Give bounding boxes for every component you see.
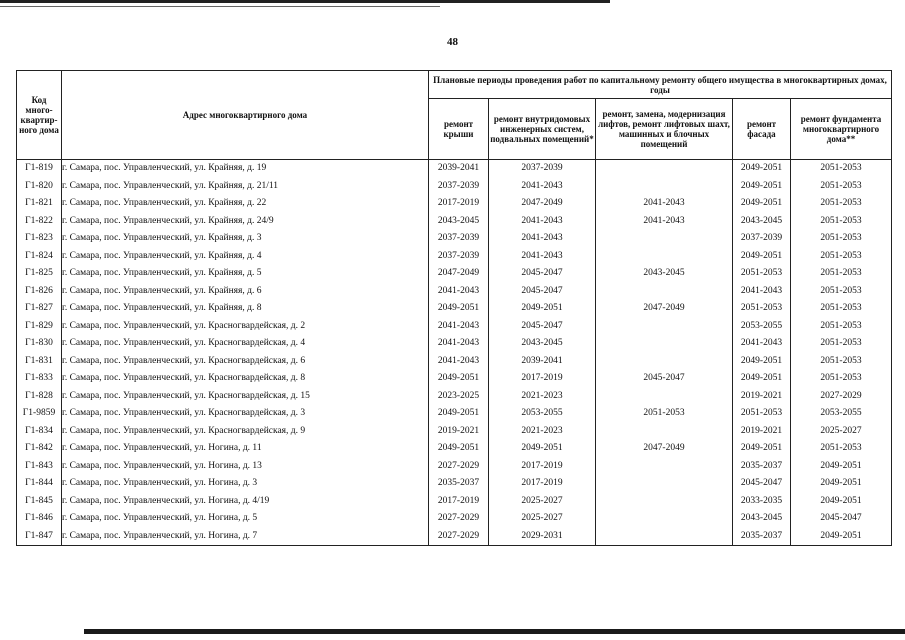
row-elevators: 2043-2045 <box>596 265 733 283</box>
row-facade: 2041-2043 <box>733 283 791 301</box>
row-roof: 2041-2043 <box>429 353 489 371</box>
row-foundation: 2051-2053 <box>791 300 892 318</box>
row-facade: 2043-2045 <box>733 213 791 231</box>
row-systems: 2041-2043 <box>489 248 596 266</box>
row-facade: 2019-2021 <box>733 388 791 406</box>
row-code: Г1-847 <box>17 528 62 546</box>
row-address: г. Самара, пос. Управленческий, ул. Крайняя, д. 24/9 <box>62 213 429 231</box>
row-foundation: 2051-2053 <box>791 160 892 178</box>
row-systems: 2017-2019 <box>489 475 596 493</box>
row-elevators <box>596 283 733 301</box>
scan-top-border <box>0 0 610 3</box>
row-address: г. Самара, пос. Управленческий, ул. Крайняя, д. 8 <box>62 300 429 318</box>
row-elevators <box>596 248 733 266</box>
row-address: г. Самара, пос. Управленческий, ул. Ногина, д. 13 <box>62 458 429 476</box>
row-foundation: 2051-2053 <box>791 440 892 458</box>
row-address: г. Самара, пос. Управленческий, ул. Красногвардейская, д. 9 <box>62 423 429 441</box>
row-systems: 2037-2039 <box>489 160 596 178</box>
row-roof: 2035-2037 <box>429 475 489 493</box>
row-systems: 2029-2031 <box>489 528 596 546</box>
row-code: Г1-829 <box>17 318 62 336</box>
row-foundation: 2051-2053 <box>791 353 892 371</box>
row-systems: 2017-2019 <box>489 370 596 388</box>
table-row <box>17 370 892 388</box>
row-code: Г1-824 <box>17 248 62 266</box>
row-facade: 2049-2051 <box>733 160 791 178</box>
table-row <box>17 405 892 423</box>
row-roof: 2041-2043 <box>429 283 489 301</box>
row-facade: 2041-2043 <box>733 335 791 353</box>
row-elevators: 2047-2049 <box>596 300 733 318</box>
row-code: Г1-844 <box>17 475 62 493</box>
row-facade: 2049-2051 <box>733 248 791 266</box>
row-address: г. Самара, пос. Управленческий, ул. Крайняя, д. 5 <box>62 265 429 283</box>
row-address: г. Самара, пос. Управленческий, ул. Красногвардейская, д. 3 <box>62 405 429 423</box>
header-address: Адрес многоквартирного дома <box>62 71 429 160</box>
row-address: г. Самара, пос. Управленческий, ул. Красногвардейская, д. 2 <box>62 318 429 336</box>
row-systems: 2025-2027 <box>489 510 596 528</box>
row-systems: 2045-2047 <box>489 318 596 336</box>
table-row <box>17 493 892 511</box>
row-foundation: 2027-2029 <box>791 388 892 406</box>
row-roof: 2027-2029 <box>429 458 489 476</box>
header-periods: Плановые периоды проведения работ по капитальному ремонту общего имущества в многоквартирных домах, годы <box>429 71 892 99</box>
row-elevators: 2045-2047 <box>596 370 733 388</box>
row-roof: 2049-2051 <box>429 300 489 318</box>
row-elevators <box>596 178 733 196</box>
row-elevators <box>596 318 733 336</box>
header-code: Код много-квартир-ного дома <box>17 71 62 160</box>
row-facade: 2049-2051 <box>733 370 791 388</box>
row-foundation: 2051-2053 <box>791 178 892 196</box>
row-foundation: 2045-2047 <box>791 510 892 528</box>
row-roof: 2041-2043 <box>429 335 489 353</box>
row-code: Г1-827 <box>17 300 62 318</box>
header-systems: ремонт внутридомовых инженерных систем, подвальных помещений* <box>489 99 596 160</box>
row-facade: 2049-2051 <box>733 353 791 371</box>
table-row <box>17 230 892 248</box>
table-row <box>17 335 892 353</box>
row-foundation: 2053-2055 <box>791 405 892 423</box>
row-foundation: 2051-2053 <box>791 265 892 283</box>
row-address: г. Самара, пос. Управленческий, ул. Ногина, д. 4/19 <box>62 493 429 511</box>
row-elevators: 2041-2043 <box>596 195 733 213</box>
row-roof: 2017-2019 <box>429 493 489 511</box>
row-facade: 2049-2051 <box>733 440 791 458</box>
table-row <box>17 195 892 213</box>
row-roof: 2023-2025 <box>429 388 489 406</box>
row-elevators <box>596 528 733 546</box>
row-code: Г1-826 <box>17 283 62 301</box>
page-number: 48 <box>447 36 458 48</box>
table-row <box>17 318 892 336</box>
table-row <box>17 388 892 406</box>
row-foundation: 2051-2053 <box>791 283 892 301</box>
row-facade: 2051-2053 <box>733 265 791 283</box>
row-facade: 2019-2021 <box>733 423 791 441</box>
row-elevators <box>596 160 733 178</box>
row-facade: 2051-2053 <box>733 405 791 423</box>
row-facade: 2033-2035 <box>733 493 791 511</box>
row-code: Г1-834 <box>17 423 62 441</box>
row-roof: 2041-2043 <box>429 318 489 336</box>
row-foundation: 2049-2051 <box>791 528 892 546</box>
table-row <box>17 475 892 493</box>
row-roof: 2027-2029 <box>429 510 489 528</box>
row-roof: 2047-2049 <box>429 265 489 283</box>
header-elevators: ремонт, замена, модернизация лифтов, ремонт лифтовых шахт, машинных и блочных помещений <box>596 99 733 160</box>
row-systems: 2045-2047 <box>489 283 596 301</box>
row-address: г. Самара, пос. Управленческий, ул. Крайняя, д. 6 <box>62 283 429 301</box>
row-elevators: 2041-2043 <box>596 213 733 231</box>
row-code: Г1-822 <box>17 213 62 231</box>
row-address: г. Самара, пос. Управленческий, ул. Ногина, д. 3 <box>62 475 429 493</box>
row-elevators: 2051-2053 <box>596 405 733 423</box>
row-roof: 2037-2039 <box>429 178 489 196</box>
header-facade: ремонт фасада <box>733 99 791 160</box>
header-foundation: ремонт фундамента многоквартирного дома** <box>791 99 892 160</box>
table-row <box>17 300 892 318</box>
row-systems: 2053-2055 <box>489 405 596 423</box>
row-code: Г1-831 <box>17 353 62 371</box>
row-systems: 2021-2023 <box>489 423 596 441</box>
row-address: г. Самара, пос. Управленческий, ул. Красногвардейская, д. 4 <box>62 335 429 353</box>
row-systems: 2049-2051 <box>489 440 596 458</box>
row-roof: 2039-2041 <box>429 160 489 178</box>
row-systems: 2049-2051 <box>489 300 596 318</box>
row-foundation: 2025-2027 <box>791 423 892 441</box>
row-code: Г1-825 <box>17 265 62 283</box>
row-address: г. Самара, пос. Управленческий, ул. Крайняя, д. 22 <box>62 195 429 213</box>
row-systems: 2043-2045 <box>489 335 596 353</box>
row-address: г. Самара, пос. Управленческий, ул. Крайняя, д. 3 <box>62 230 429 248</box>
row-address: г. Самара, пос. Управленческий, ул. Красногвардейская, д. 15 <box>62 388 429 406</box>
row-elevators <box>596 230 733 248</box>
row-roof: 2027-2029 <box>429 528 489 546</box>
row-foundation: 2049-2051 <box>791 458 892 476</box>
row-address: г. Самара, пос. Управленческий, ул. Крайняя, д. 21/11 <box>62 178 429 196</box>
row-systems: 2041-2043 <box>489 178 596 196</box>
row-roof: 2049-2051 <box>429 405 489 423</box>
table-row <box>17 528 892 546</box>
table-row <box>17 265 892 283</box>
repair-schedule-table <box>16 70 892 546</box>
row-systems: 2041-2043 <box>489 230 596 248</box>
row-facade: 2035-2037 <box>733 458 791 476</box>
row-facade: 2051-2053 <box>733 300 791 318</box>
row-elevators <box>596 423 733 441</box>
row-address: г. Самара, пос. Управленческий, ул. Ногина, д. 11 <box>62 440 429 458</box>
table-row <box>17 213 892 231</box>
row-foundation: 2049-2051 <box>791 475 892 493</box>
row-foundation: 2049-2051 <box>791 493 892 511</box>
row-systems: 2025-2027 <box>489 493 596 511</box>
row-elevators <box>596 510 733 528</box>
row-roof: 2049-2051 <box>429 370 489 388</box>
row-address: г. Самара, пос. Управленческий, ул. Красногвардейская, д. 8 <box>62 370 429 388</box>
row-code: Г1-821 <box>17 195 62 213</box>
row-systems: 2045-2047 <box>489 265 596 283</box>
row-foundation: 2051-2053 <box>791 248 892 266</box>
row-foundation: 2051-2053 <box>791 195 892 213</box>
table-row <box>17 423 892 441</box>
row-facade: 2037-2039 <box>733 230 791 248</box>
header-roof: ремонт крыши <box>429 99 489 160</box>
row-address: г. Самара, пос. Управленческий, ул. Крайняя, д. 19 <box>62 160 429 178</box>
row-elevators <box>596 475 733 493</box>
scan-top-border-thin <box>0 6 440 7</box>
row-roof: 2017-2019 <box>429 195 489 213</box>
row-code: Г1-819 <box>17 160 62 178</box>
row-foundation: 2051-2053 <box>791 318 892 336</box>
row-code: Г1-845 <box>17 493 62 511</box>
row-address: г. Самара, пос. Управленческий, ул. Ногина, д. 5 <box>62 510 429 528</box>
row-foundation: 2051-2053 <box>791 335 892 353</box>
row-code: Г1-828 <box>17 388 62 406</box>
table-row <box>17 178 892 196</box>
row-roof: 2037-2039 <box>429 248 489 266</box>
row-roof: 2043-2045 <box>429 213 489 231</box>
row-elevators <box>596 493 733 511</box>
row-systems: 2041-2043 <box>489 213 596 231</box>
row-code: Г1-830 <box>17 335 62 353</box>
row-code: Г1-833 <box>17 370 62 388</box>
row-elevators <box>596 458 733 476</box>
row-facade: 2045-2047 <box>733 475 791 493</box>
table-row <box>17 353 892 371</box>
row-facade: 2043-2045 <box>733 510 791 528</box>
table-row <box>17 440 892 458</box>
row-elevators: 2047-2049 <box>596 440 733 458</box>
row-systems: 2017-2019 <box>489 458 596 476</box>
row-foundation: 2051-2053 <box>791 213 892 231</box>
row-systems: 2039-2041 <box>489 353 596 371</box>
row-elevators <box>596 388 733 406</box>
row-facade: 2049-2051 <box>733 195 791 213</box>
scan-bottom-border <box>84 629 905 634</box>
row-roof: 2037-2039 <box>429 230 489 248</box>
row-foundation: 2051-2053 <box>791 370 892 388</box>
row-foundation: 2051-2053 <box>791 230 892 248</box>
row-code: Г1-846 <box>17 510 62 528</box>
row-address: г. Самара, пос. Управленческий, ул. Ногина, д. 7 <box>62 528 429 546</box>
row-code: Г1-9859 <box>17 405 62 423</box>
row-systems: 2021-2023 <box>489 388 596 406</box>
table-row <box>17 248 892 266</box>
row-elevators <box>596 353 733 371</box>
row-facade: 2053-2055 <box>733 318 791 336</box>
row-code: Г1-842 <box>17 440 62 458</box>
row-facade: 2035-2037 <box>733 528 791 546</box>
row-address: г. Самара, пос. Управленческий, ул. Крайняя, д. 4 <box>62 248 429 266</box>
table-row <box>17 160 892 178</box>
table-row <box>17 510 892 528</box>
table-row <box>17 283 892 301</box>
row-code: Г1-823 <box>17 230 62 248</box>
row-elevators <box>596 335 733 353</box>
row-roof: 2049-2051 <box>429 440 489 458</box>
row-address: г. Самара, пос. Управленческий, ул. Красногвардейская, д. 6 <box>62 353 429 371</box>
row-code: Г1-843 <box>17 458 62 476</box>
row-roof: 2019-2021 <box>429 423 489 441</box>
row-facade: 2049-2051 <box>733 178 791 196</box>
row-systems: 2047-2049 <box>489 195 596 213</box>
row-code: Г1-820 <box>17 178 62 196</box>
table-row <box>17 458 892 476</box>
